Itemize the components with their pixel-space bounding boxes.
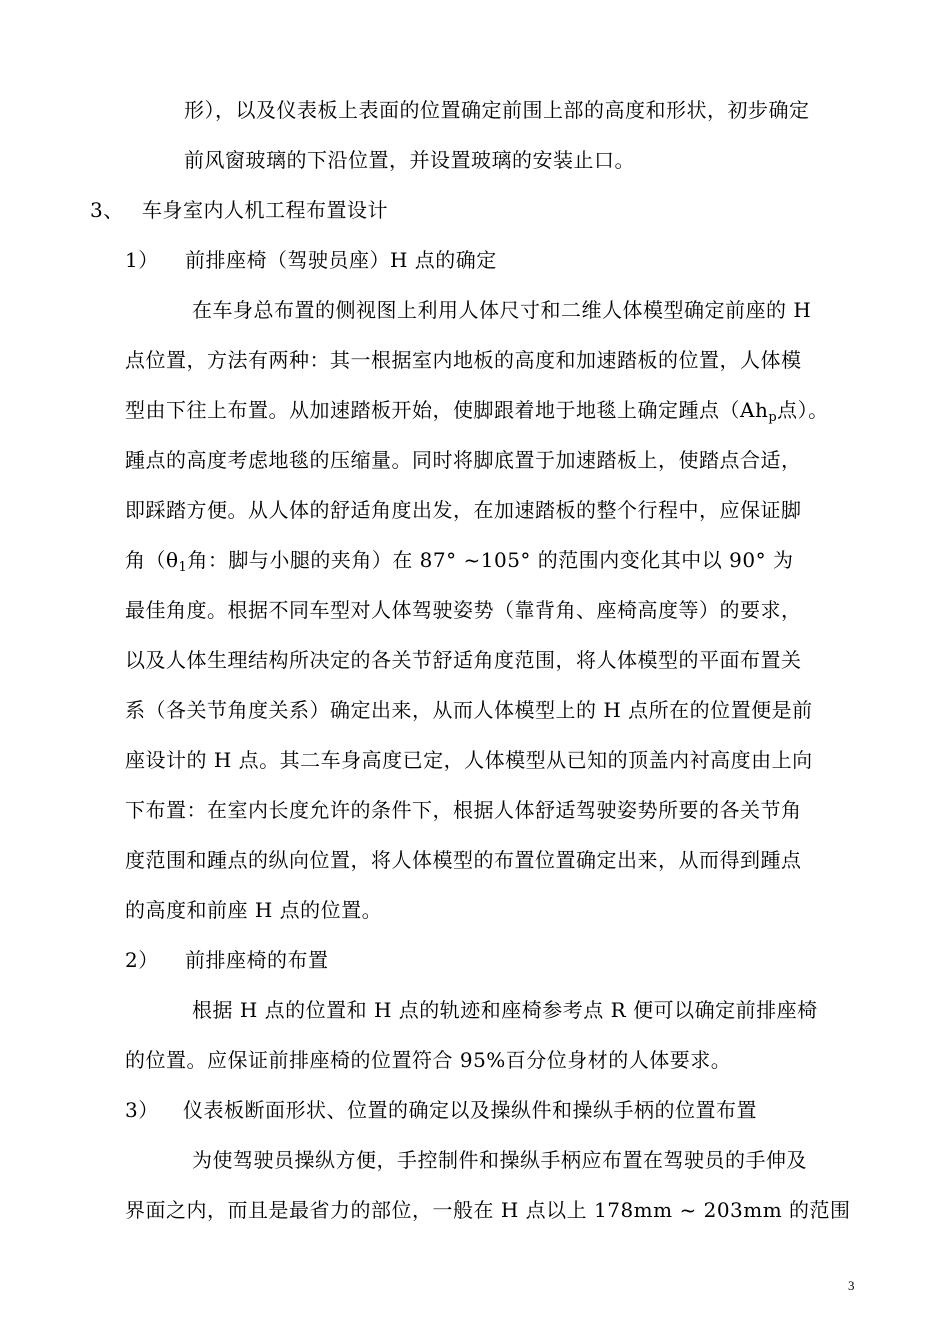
text-line: 的高度和前座 H 点的位置。 xyxy=(125,898,383,922)
section-heading-3 xyxy=(90,198,388,222)
text-line: 即踩踏方便。从人体的舒适角度出发，在加速踏板的整个行程中，应保证脚 xyxy=(125,498,802,522)
text-line: 型由下往上布置。从加速踏板开始，使脚跟着地于地毯上确定踵点（$Ah_p$点）。 xyxy=(125,398,829,425)
text-line: 形），以及仪表板上表面的位置确定前围上部的高度和形状，初步确定 xyxy=(184,98,810,122)
section-number: 3、 xyxy=(90,198,124,222)
text-line: 在车身总布置的侧视图上利用人体尺寸和二维人体模型确定前座的 H xyxy=(192,298,812,322)
subsection-heading-1 xyxy=(125,248,497,272)
text-line: 座设计的 H 点。其二车身高度已定，人体模型从已知的顶盖内衬高度由上向 xyxy=(125,748,813,772)
text-line: 点位置，方法有两种：其一根据室内地板的高度和加速踏板的位置，人体模 xyxy=(125,348,802,372)
subsection-number: 3） xyxy=(125,1098,159,1122)
subsection-title: 前排座椅的布置 xyxy=(185,948,329,972)
text-line: 最佳角度。根据不同车型对人体驾驶姿势（靠背角、座椅高度等）的要求， xyxy=(125,598,802,622)
subsection-number: 2） xyxy=(125,948,159,972)
text-line: 下布置：在室内长度允许的条件下，根据人体舒适驾驶姿势所要的各关节角 xyxy=(125,798,802,822)
text-line: 度范围和踵点的纵向位置，将人体模型的布置位置确定出来，从而得到踵点 xyxy=(125,848,802,872)
page-number: 3 xyxy=(848,1278,855,1293)
subsection-number: 1） xyxy=(125,248,159,272)
text-line: 根据 H 点的位置和 H 点的轨迹和座椅参考点 R 便可以确定前排座椅 xyxy=(192,998,818,1022)
text-line: 以及人体生理结构所决定的各关节舒适角度范围，将人体模型的平面布置关 xyxy=(125,648,802,672)
subsection-heading-3 xyxy=(125,1098,757,1122)
subsection-title: 前排座椅（驾驶员座）H 点的确定 xyxy=(185,248,497,272)
subsection-heading-2 xyxy=(125,948,329,972)
text-line: 为使驾驶员操纵方便，手控制件和操纵手柄应布置在驾驶员的手伸及 xyxy=(192,1148,807,1172)
text-line: 界面之内，而且是最省力的部位，一般在 H 点以上 178mm ~ 203mm 的范围 xyxy=(125,1198,851,1222)
text-line: 的位置。应保证前排座椅的位置符合 95%百分位身材的人体要求。 xyxy=(125,1048,732,1072)
text-line: 踵点的高度考虑地毯的压缩量。同时将脚底置于加速踏板上，使踏点合适， xyxy=(125,448,802,472)
subsection-title: 仪表板断面形状、位置的确定以及操纵件和操纵手柄的位置布置 xyxy=(183,1098,757,1122)
text-line: 系（各关节角度关系）确定出来，从而人体模型上的 H 点所在的位置便是前 xyxy=(125,698,813,722)
text-line: 前风窗玻璃的下沿位置，并设置玻璃的安装止口。 xyxy=(184,148,635,172)
text-line: 角（$\theta_1$角：脚与小腿的夹角）在 87° ~105° 的范围内变化其中以 90° 为 xyxy=(125,548,794,575)
section-title: 车身室内人机工程布置设计 xyxy=(142,198,388,222)
